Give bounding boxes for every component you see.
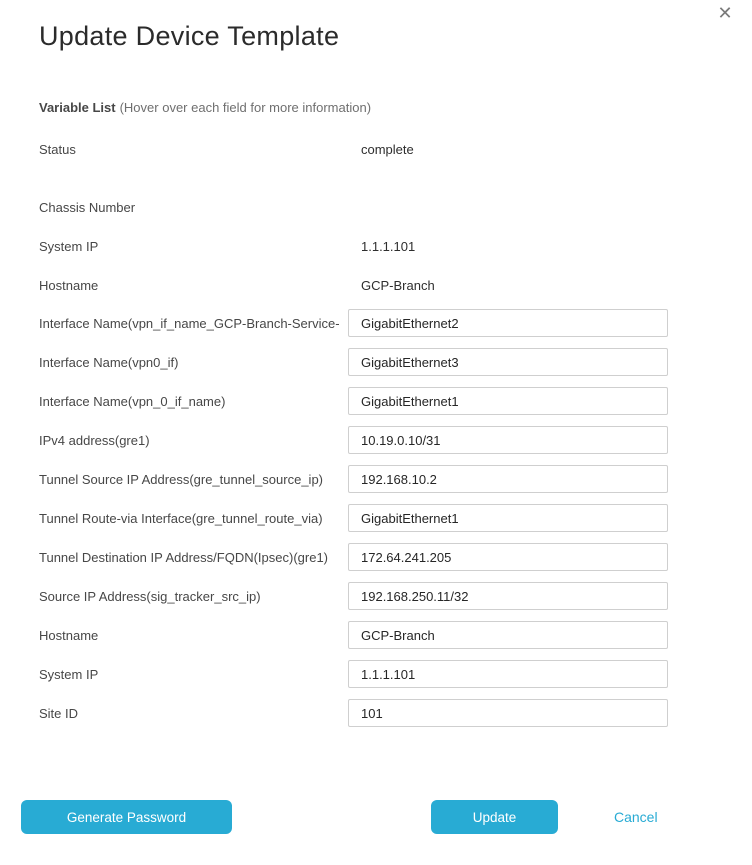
table-row (39, 236, 713, 256)
variable-label: System IP (39, 666, 99, 682)
table-row (39, 504, 713, 532)
table-row (39, 309, 713, 337)
variable-label: Source IP Address(sig_tracker_src_ip) (39, 588, 261, 604)
cancel-button[interactable]: Cancel (614, 800, 658, 834)
page-title: Update Device Template (39, 21, 340, 51)
interface-name-service-input[interactable] (348, 309, 668, 337)
variable-label: Site ID (39, 705, 79, 721)
site-id-input[interactable] (348, 699, 668, 727)
hostname-input[interactable] (348, 621, 668, 649)
generate-password-button[interactable]: Generate Password (21, 800, 232, 834)
editable-variable-rows (39, 309, 713, 727)
table-row (39, 699, 713, 727)
table-row (39, 582, 713, 610)
variable-label: Interface Name(vpn_if_name_GCP-Branch-Service- (39, 315, 340, 331)
variable-label: Status (39, 141, 76, 157)
interface-name-vpn-0-if-name-input[interactable] (348, 387, 668, 415)
dialog-footer (0, 800, 752, 834)
variable-list-hint: (Hover over each field for more information) (119, 100, 372, 115)
table-row (39, 465, 713, 493)
system-ip-input[interactable] (348, 660, 668, 688)
close-icon[interactable]: ✕ (717, 3, 733, 24)
table-row (39, 139, 713, 159)
table-row (39, 387, 713, 415)
variable-value: 1.1.1.101 (361, 238, 416, 254)
table-row (39, 426, 713, 454)
variable-label: Tunnel Destination IP Address/FQDN(Ipsec)(gre1) (39, 549, 329, 565)
variable-value: GCP-Branch (361, 277, 435, 293)
variable-label: Tunnel Route-via Interface(gre_tunnel_route_via) (39, 510, 323, 526)
variable-label: Interface Name(vpn_0_if_name) (39, 393, 226, 409)
tunnel-route-via-interface-input[interactable] (348, 504, 668, 532)
variable-label: Hostname (39, 627, 99, 643)
interface-name-vpn0-if-input[interactable] (348, 348, 668, 376)
variable-label: Interface Name(vpn0_if) (39, 354, 179, 370)
table-row (39, 197, 713, 217)
static-variable-rows (39, 139, 713, 295)
table-row (39, 621, 713, 649)
source-ip-address-input[interactable] (348, 582, 668, 610)
variable-list-title: Variable List (39, 100, 116, 115)
variable-list-heading (39, 100, 713, 115)
tunnel-source-ip-input[interactable] (348, 465, 668, 493)
update-button[interactable]: Update (431, 800, 558, 834)
variable-label: IPv4 address(gre1) (39, 432, 150, 448)
table-row (39, 275, 713, 295)
variable-label: Tunnel Source IP Address(gre_tunnel_source_ip) (39, 471, 324, 487)
variable-label: Chassis Number (39, 199, 136, 215)
table-row (39, 660, 713, 688)
variable-label: Hostname (39, 277, 99, 293)
variable-label: System IP (39, 238, 99, 254)
ipv4-address-gre1-input[interactable] (348, 426, 668, 454)
table-row (39, 543, 713, 571)
table-row (39, 348, 713, 376)
tunnel-destination-ip-input[interactable] (348, 543, 668, 571)
variable-value: complete (361, 141, 414, 157)
